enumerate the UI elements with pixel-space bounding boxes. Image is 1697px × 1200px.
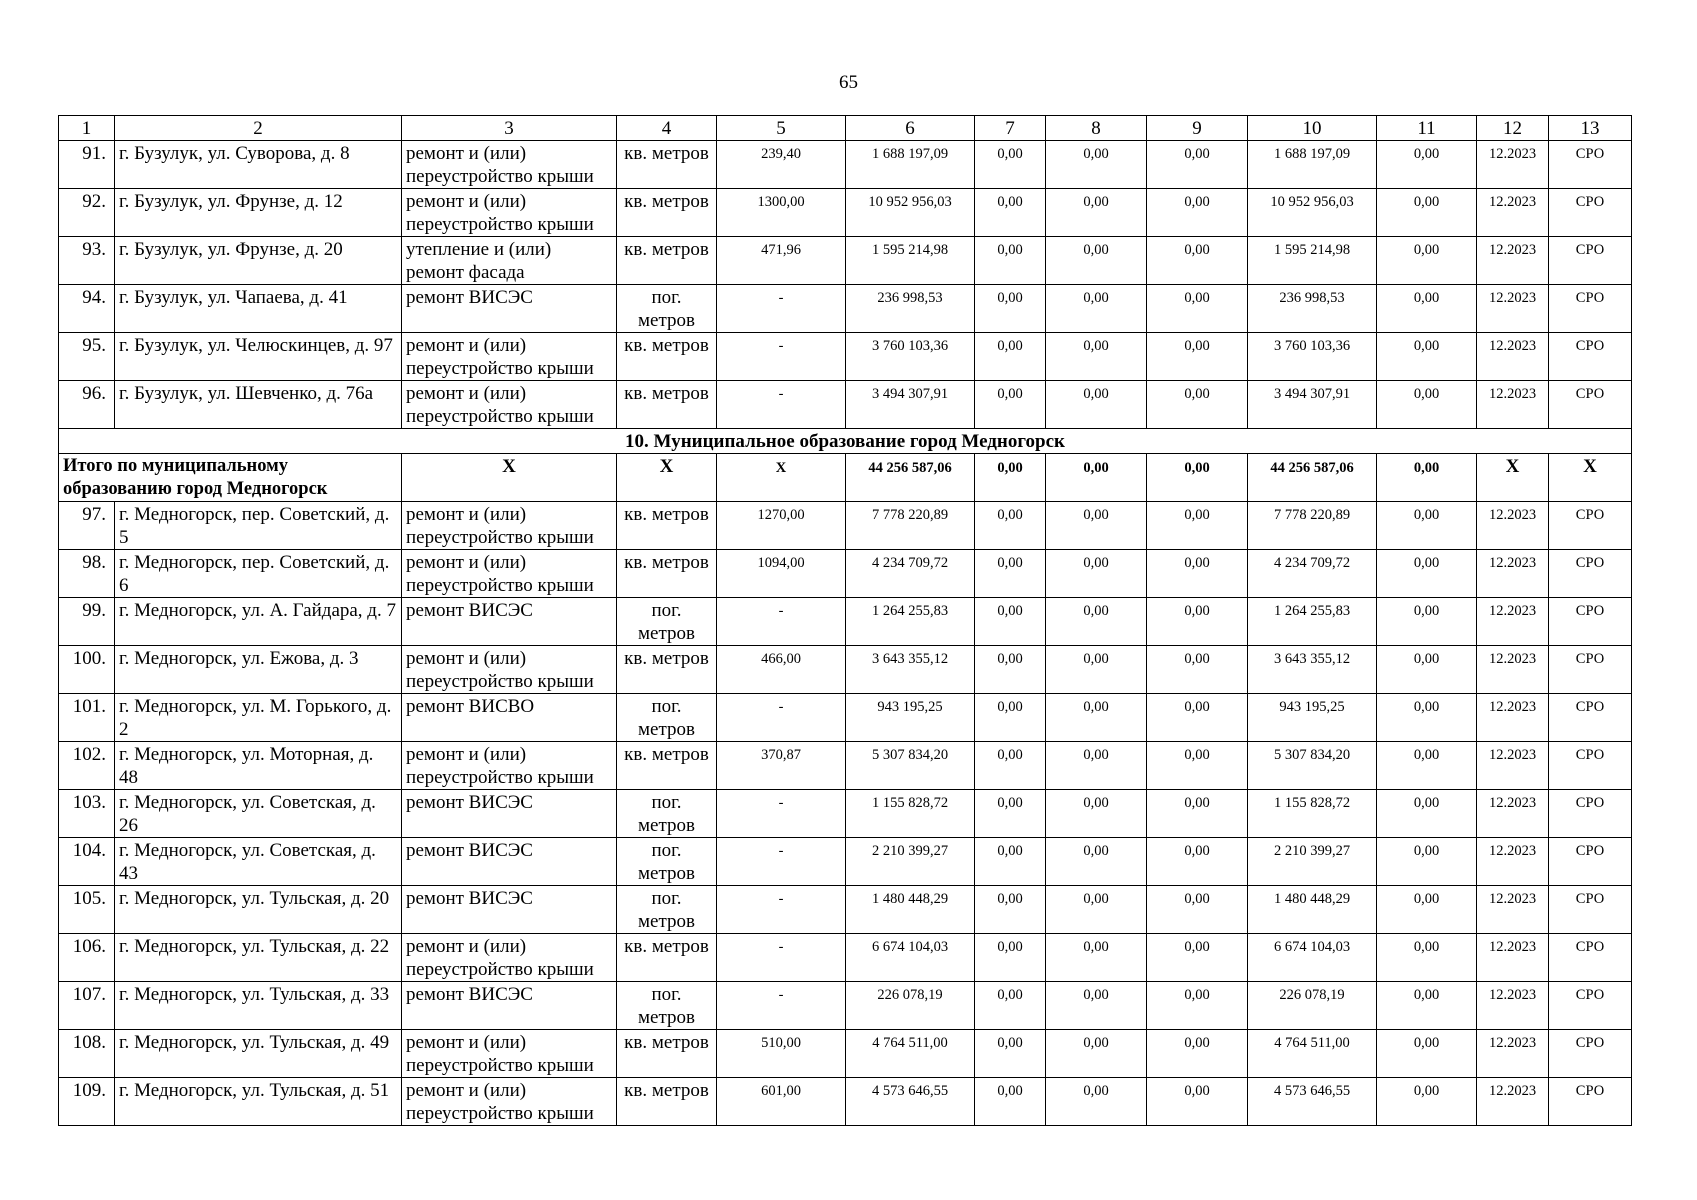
row-number: 103. <box>59 790 115 838</box>
cost-cell: 4 764 511,00 <box>1248 1030 1377 1078</box>
deadline-cell: 12.2023 <box>1477 838 1549 886</box>
cost-cell: 0,00 <box>975 598 1046 646</box>
column-number: 6 <box>846 116 975 141</box>
address-cell: г. Бузулук, ул. Шевченко, д. 76а <box>115 381 402 429</box>
table-row <box>59 189 1632 237</box>
column-number: 2 <box>115 116 402 141</box>
table-row <box>59 237 1632 285</box>
row-number: 95. <box>59 333 115 381</box>
cost-cell: 0,00 <box>1147 237 1248 285</box>
address-cell: г. Медногорск, ул. Тульская, д. 51 <box>115 1078 402 1126</box>
method-cell: СРО <box>1549 790 1632 838</box>
cost-cell: 0,00 <box>1377 237 1477 285</box>
row-number: 94. <box>59 285 115 333</box>
cost-cell: 1 264 255,83 <box>1248 598 1377 646</box>
cost-cell: 0,00 <box>1046 838 1147 886</box>
table-row <box>59 550 1632 598</box>
unit-cell: кв. метров <box>617 934 717 982</box>
table-row <box>59 285 1632 333</box>
total-cost-cell: 3 760 103,36 <box>846 333 975 381</box>
cost-cell: 0,00 <box>1377 694 1477 742</box>
section-row <box>59 429 1632 454</box>
method-cell: СРО <box>1549 502 1632 550</box>
unit-cell: кв. метров <box>617 646 717 694</box>
cost-cell: 0,00 <box>975 646 1046 694</box>
unit-cell: кв. метров <box>617 189 717 237</box>
table-row <box>59 333 1632 381</box>
quantity-cell: - <box>717 982 846 1030</box>
row-number: 99. <box>59 598 115 646</box>
cost-cell: 0,00 <box>1377 550 1477 598</box>
method-cell: СРО <box>1549 381 1632 429</box>
deadline-cell: 12.2023 <box>1477 646 1549 694</box>
deadline-cell: 12.2023 <box>1477 982 1549 1030</box>
cost-cell: 0,00 <box>975 237 1046 285</box>
deadline-cell: 12.2023 <box>1477 550 1549 598</box>
total-cost-cell: 7 778 220,89 <box>846 502 975 550</box>
row-number: 92. <box>59 189 115 237</box>
cost-cell: 0,00 <box>1046 982 1147 1030</box>
cost-cell: 0,00 <box>975 1078 1046 1126</box>
column-number: 9 <box>1147 116 1248 141</box>
address-cell: г. Медногорск, ул. Ежова, д. 3 <box>115 646 402 694</box>
cost-cell: 0,00 <box>1147 502 1248 550</box>
cost-cell: 0,00 <box>1046 502 1147 550</box>
total-cost-cell: 226 078,19 <box>846 982 975 1030</box>
address-cell: г. Медногорск, ул. Тульская, д. 22 <box>115 934 402 982</box>
work-type-cell: ремонт и (или) переустройство крыши <box>402 502 617 550</box>
total-cost-cell: 1 480 448,29 <box>846 886 975 934</box>
work-type-cell: ремонт ВИСЭС <box>402 838 617 886</box>
cost-cell: 0,00 <box>1377 790 1477 838</box>
unit-cell: пог. метров <box>617 790 717 838</box>
deadline-cell: 12.2023 <box>1477 742 1549 790</box>
work-type-cell: ремонт и (или) переустройство крыши <box>402 550 617 598</box>
total-cost-cell: 4 234 709,72 <box>846 550 975 598</box>
cost-cell: 1 155 828,72 <box>1248 790 1377 838</box>
deadline-cell: 12.2023 <box>1477 790 1549 838</box>
column-number: 7 <box>975 116 1046 141</box>
table-row <box>59 982 1632 1030</box>
row-number: 98. <box>59 550 115 598</box>
cost-cell: 0,00 <box>1046 141 1147 189</box>
cost-cell: 10 952 956,03 <box>1248 189 1377 237</box>
total-cost-cell: 4 573 646,55 <box>846 1078 975 1126</box>
cost-cell: 0,00 <box>975 189 1046 237</box>
work-type-cell: ремонт и (или) переустройство крыши <box>402 742 617 790</box>
unit-cell: пог. метров <box>617 982 717 1030</box>
deadline-cell: 12.2023 <box>1477 237 1549 285</box>
cost-cell: 0,00 <box>1046 646 1147 694</box>
table-row <box>59 1078 1632 1126</box>
row-number: 106. <box>59 934 115 982</box>
table-row <box>59 1030 1632 1078</box>
table-row <box>59 790 1632 838</box>
cost-cell: 0,00 <box>975 838 1046 886</box>
row-number: 97. <box>59 502 115 550</box>
total-cell: Х <box>717 454 846 502</box>
cost-cell: 0,00 <box>1377 141 1477 189</box>
cost-cell: 0,00 <box>1377 381 1477 429</box>
cost-cell: 0,00 <box>1046 237 1147 285</box>
address-cell: г. Бузулук, ул. Суворова, д. 8 <box>115 141 402 189</box>
unit-cell: кв. метров <box>617 333 717 381</box>
quantity-cell: 601,00 <box>717 1078 846 1126</box>
quantity-cell: - <box>717 333 846 381</box>
work-type-cell: ремонт и (или) переустройство крыши <box>402 189 617 237</box>
quantity-cell: 370,87 <box>717 742 846 790</box>
method-cell: СРО <box>1549 333 1632 381</box>
cost-cell: 0,00 <box>975 502 1046 550</box>
column-number: 13 <box>1549 116 1632 141</box>
cost-cell: 0,00 <box>1147 189 1248 237</box>
cost-cell: 0,00 <box>1377 285 1477 333</box>
work-type-cell: ремонт ВИСЭС <box>402 886 617 934</box>
total-cell: Х <box>617 454 717 502</box>
cost-cell: 0,00 <box>1147 982 1248 1030</box>
cost-cell: 0,00 <box>1377 934 1477 982</box>
unit-cell: кв. метров <box>617 237 717 285</box>
row-number: 105. <box>59 886 115 934</box>
cost-cell: 0,00 <box>1377 598 1477 646</box>
cost-cell: 2 210 399,27 <box>1248 838 1377 886</box>
unit-cell: кв. метров <box>617 1078 717 1126</box>
total-cost-cell: 1 155 828,72 <box>846 790 975 838</box>
quantity-cell: 510,00 <box>717 1030 846 1078</box>
table-row <box>59 598 1632 646</box>
quantity-cell: 1270,00 <box>717 502 846 550</box>
total-cell: 0,00 <box>1046 454 1147 502</box>
column-number: 3 <box>402 116 617 141</box>
cost-cell: 0,00 <box>1046 598 1147 646</box>
cost-cell: 0,00 <box>1147 1030 1248 1078</box>
total-cost-cell: 4 764 511,00 <box>846 1030 975 1078</box>
table-row <box>59 934 1632 982</box>
cost-cell: 0,00 <box>1046 189 1147 237</box>
cost-cell: 0,00 <box>1147 934 1248 982</box>
method-cell: СРО <box>1549 285 1632 333</box>
method-cell: СРО <box>1549 742 1632 790</box>
column-number-header <box>59 116 1632 141</box>
column-number: 12 <box>1477 116 1549 141</box>
address-cell: г. Медногорск, ул. А. Гайдара, д. 7 <box>115 598 402 646</box>
work-type-cell: ремонт ВИСЭС <box>402 285 617 333</box>
row-number: 109. <box>59 1078 115 1126</box>
work-type-cell: ремонт и (или) переустройство крыши <box>402 934 617 982</box>
deadline-cell: 12.2023 <box>1477 598 1549 646</box>
cost-cell: 7 778 220,89 <box>1248 502 1377 550</box>
table-row <box>59 742 1632 790</box>
unit-cell: кв. метров <box>617 742 717 790</box>
unit-cell: пог. метров <box>617 886 717 934</box>
address-cell: г. Бузулук, ул. Фрунзе, д. 12 <box>115 189 402 237</box>
cost-cell: 0,00 <box>1147 886 1248 934</box>
deadline-cell: 12.2023 <box>1477 333 1549 381</box>
cost-cell: 0,00 <box>1046 886 1147 934</box>
cost-cell: 0,00 <box>975 550 1046 598</box>
cost-cell: 0,00 <box>1046 285 1147 333</box>
unit-cell: пог. метров <box>617 838 717 886</box>
row-number: 104. <box>59 838 115 886</box>
row-number: 93. <box>59 237 115 285</box>
method-cell: СРО <box>1549 838 1632 886</box>
quantity-cell: - <box>717 694 846 742</box>
cost-cell: 1 595 214,98 <box>1248 237 1377 285</box>
quantity-cell: 1094,00 <box>717 550 846 598</box>
total-cell: 44 256 587,06 <box>1248 454 1377 502</box>
cost-cell: 0,00 <box>1377 1030 1477 1078</box>
capital-repair-table <box>58 115 1632 1126</box>
row-number: 101. <box>59 694 115 742</box>
total-cost-cell: 3 494 307,91 <box>846 381 975 429</box>
work-type-cell: ремонт и (или) переустройство крыши <box>402 1030 617 1078</box>
cost-cell: 3 643 355,12 <box>1248 646 1377 694</box>
deadline-cell: 12.2023 <box>1477 886 1549 934</box>
work-type-cell: ремонт ВИСЭС <box>402 790 617 838</box>
unit-cell: кв. метров <box>617 550 717 598</box>
method-cell: СРО <box>1549 982 1632 1030</box>
address-cell: г. Медногорск, ул. Тульская, д. 33 <box>115 982 402 1030</box>
cost-cell: 0,00 <box>1046 1078 1147 1126</box>
total-cost-cell: 6 674 104,03 <box>846 934 975 982</box>
cost-cell: 0,00 <box>1377 838 1477 886</box>
cost-cell: 0,00 <box>975 141 1046 189</box>
unit-cell: пог. метров <box>617 285 717 333</box>
cost-cell: 3 494 307,91 <box>1248 381 1377 429</box>
column-number: 8 <box>1046 116 1147 141</box>
work-type-cell: ремонт и (или) переустройство крыши <box>402 1078 617 1126</box>
cost-cell: 0,00 <box>975 886 1046 934</box>
deadline-cell: 12.2023 <box>1477 381 1549 429</box>
total-cost-cell: 1 264 255,83 <box>846 598 975 646</box>
quantity-cell: - <box>717 790 846 838</box>
total-cell: 44 256 587,06 <box>846 454 975 502</box>
cost-cell: 0,00 <box>1046 934 1147 982</box>
cost-cell: 5 307 834,20 <box>1248 742 1377 790</box>
total-cost-cell: 3 643 355,12 <box>846 646 975 694</box>
total-label: Итого по муниципальному образованию город Медногорск <box>59 454 402 502</box>
cost-cell: 4 234 709,72 <box>1248 550 1377 598</box>
address-cell: г. Медногорск, ул. М. Горького, д. 2 <box>115 694 402 742</box>
row-number: 108. <box>59 1030 115 1078</box>
total-cell: 0,00 <box>975 454 1046 502</box>
total-cost-cell: 2 210 399,27 <box>846 838 975 886</box>
method-cell: СРО <box>1549 1030 1632 1078</box>
cost-cell: 0,00 <box>1046 694 1147 742</box>
cost-cell: 0,00 <box>1147 1078 1248 1126</box>
quantity-cell: - <box>717 838 846 886</box>
total-cell: Х <box>1477 454 1549 502</box>
row-number: 100. <box>59 646 115 694</box>
quantity-cell: 1300,00 <box>717 189 846 237</box>
address-cell: г. Бузулук, ул. Чапаева, д. 41 <box>115 285 402 333</box>
table-row <box>59 646 1632 694</box>
cost-cell: 0,00 <box>1377 189 1477 237</box>
quantity-cell: - <box>717 381 846 429</box>
quantity-cell: 471,96 <box>717 237 846 285</box>
cost-cell: 0,00 <box>1377 646 1477 694</box>
cost-cell: 3 760 103,36 <box>1248 333 1377 381</box>
row-number: 107. <box>59 982 115 1030</box>
table-row <box>59 694 1632 742</box>
cost-cell: 0,00 <box>1147 598 1248 646</box>
column-number: 1 <box>59 116 115 141</box>
cost-cell: 0,00 <box>975 934 1046 982</box>
cost-cell: 1 480 448,29 <box>1248 886 1377 934</box>
work-type-cell: ремонт ВИСЭС <box>402 598 617 646</box>
cost-cell: 0,00 <box>1147 141 1248 189</box>
cost-cell: 0,00 <box>1147 381 1248 429</box>
deadline-cell: 12.2023 <box>1477 285 1549 333</box>
cost-cell: 0,00 <box>1147 285 1248 333</box>
unit-cell: кв. метров <box>617 141 717 189</box>
work-type-cell: ремонт и (или) переустройство крыши <box>402 141 617 189</box>
cost-cell: 0,00 <box>1046 550 1147 598</box>
cost-cell: 0,00 <box>1377 886 1477 934</box>
address-cell: г. Медногорск, ул. Тульская, д. 20 <box>115 886 402 934</box>
total-cost-cell: 943 195,25 <box>846 694 975 742</box>
work-type-cell: ремонт и (или) переустройство крыши <box>402 381 617 429</box>
table-row <box>59 838 1632 886</box>
deadline-cell: 12.2023 <box>1477 141 1549 189</box>
total-cost-cell: 10 952 956,03 <box>846 189 975 237</box>
section-title: 10. Муниципальное образование город Медногорск <box>59 429 1632 454</box>
cost-cell: 0,00 <box>975 381 1046 429</box>
column-number: 5 <box>717 116 846 141</box>
address-cell: г. Медногорск, ул. Моторная, д. 48 <box>115 742 402 790</box>
total-cost-cell: 1 595 214,98 <box>846 237 975 285</box>
deadline-cell: 12.2023 <box>1477 189 1549 237</box>
method-cell: СРО <box>1549 1078 1632 1126</box>
cost-cell: 0,00 <box>975 333 1046 381</box>
address-cell: г. Бузулук, ул. Фрунзе, д. 20 <box>115 237 402 285</box>
row-number: 102. <box>59 742 115 790</box>
work-type-cell: ремонт и (или) переустройство крыши <box>402 333 617 381</box>
method-cell: СРО <box>1549 934 1632 982</box>
quantity-cell: - <box>717 285 846 333</box>
cost-cell: 1 688 197,09 <box>1248 141 1377 189</box>
table-row <box>59 141 1632 189</box>
cost-cell: 0,00 <box>1147 742 1248 790</box>
quantity-cell: - <box>717 598 846 646</box>
cost-cell: 226 078,19 <box>1248 982 1377 1030</box>
quantity-cell: - <box>717 886 846 934</box>
cost-cell: 4 573 646,55 <box>1248 1078 1377 1126</box>
total-cell: Х <box>402 454 617 502</box>
page-number: 65 <box>839 72 858 93</box>
total-cost-cell: 1 688 197,09 <box>846 141 975 189</box>
method-cell: СРО <box>1549 189 1632 237</box>
cost-cell: 0,00 <box>1147 790 1248 838</box>
table-row <box>59 381 1632 429</box>
cost-cell: 0,00 <box>975 1030 1046 1078</box>
cost-cell: 0,00 <box>1377 982 1477 1030</box>
cost-cell: 0,00 <box>1377 1078 1477 1126</box>
unit-cell: кв. метров <box>617 502 717 550</box>
total-cell: 0,00 <box>1377 454 1477 502</box>
cost-cell: 0,00 <box>975 285 1046 333</box>
unit-cell: пог. метров <box>617 694 717 742</box>
cost-cell: 0,00 <box>1046 742 1147 790</box>
method-cell: СРО <box>1549 646 1632 694</box>
unit-cell: пог. метров <box>617 598 717 646</box>
total-cost-cell: 5 307 834,20 <box>846 742 975 790</box>
cost-cell: 6 674 104,03 <box>1248 934 1377 982</box>
total-row <box>59 454 1632 502</box>
rows-buzuluk <box>59 141 1632 429</box>
column-number: 11 <box>1377 116 1477 141</box>
total-cell: Х <box>1549 454 1632 502</box>
cost-cell: 0,00 <box>1046 381 1147 429</box>
cost-cell: 236 998,53 <box>1248 285 1377 333</box>
cost-cell: 0,00 <box>975 742 1046 790</box>
work-type-cell: ремонт ВИСЭС <box>402 982 617 1030</box>
address-cell: г. Медногорск, ул. Тульская, д. 49 <box>115 1030 402 1078</box>
unit-cell: кв. метров <box>617 1030 717 1078</box>
cost-cell: 0,00 <box>1147 550 1248 598</box>
deadline-cell: 12.2023 <box>1477 694 1549 742</box>
method-cell: СРО <box>1549 694 1632 742</box>
cost-cell: 0,00 <box>1147 333 1248 381</box>
row-number: 91. <box>59 141 115 189</box>
method-cell: СРО <box>1549 886 1632 934</box>
address-cell: г. Медногорск, пер. Советский, д. 6 <box>115 550 402 598</box>
cost-cell: 0,00 <box>1046 1030 1147 1078</box>
total-cell: 0,00 <box>1147 454 1248 502</box>
address-cell: г. Медногорск, ул. Советская, д. 26 <box>115 790 402 838</box>
row-number: 96. <box>59 381 115 429</box>
address-cell: г. Медногорск, ул. Советская, д. 43 <box>115 838 402 886</box>
cost-cell: 0,00 <box>975 694 1046 742</box>
cost-cell: 0,00 <box>1046 790 1147 838</box>
table-row <box>59 886 1632 934</box>
cost-cell: 0,00 <box>1147 646 1248 694</box>
work-type-cell: ремонт ВИСВО <box>402 694 617 742</box>
work-type-cell: ремонт и (или) переустройство крыши <box>402 646 617 694</box>
total-cost-cell: 236 998,53 <box>846 285 975 333</box>
cost-cell: 0,00 <box>1377 333 1477 381</box>
cost-cell: 0,00 <box>1147 694 1248 742</box>
cost-cell: 0,00 <box>975 790 1046 838</box>
work-type-cell: утепление и (или) ремонт фасада <box>402 237 617 285</box>
quantity-cell: 239,40 <box>717 141 846 189</box>
deadline-cell: 12.2023 <box>1477 934 1549 982</box>
cost-cell: 0,00 <box>975 982 1046 1030</box>
deadline-cell: 12.2023 <box>1477 502 1549 550</box>
address-cell: г. Медногорск, пер. Советский, д. 5 <box>115 502 402 550</box>
cost-cell: 943 195,25 <box>1248 694 1377 742</box>
cost-cell: 0,00 <box>1377 742 1477 790</box>
rows-mednogorsk <box>59 502 1632 1126</box>
quantity-cell: 466,00 <box>717 646 846 694</box>
method-cell: СРО <box>1549 141 1632 189</box>
cost-cell: 0,00 <box>1147 838 1248 886</box>
cost-cell: 0,00 <box>1377 502 1477 550</box>
method-cell: СРО <box>1549 550 1632 598</box>
method-cell: СРО <box>1549 237 1632 285</box>
column-number: 10 <box>1248 116 1377 141</box>
cost-cell: 0,00 <box>1046 333 1147 381</box>
quantity-cell: - <box>717 934 846 982</box>
column-number: 4 <box>617 116 717 141</box>
method-cell: СРО <box>1549 598 1632 646</box>
deadline-cell: 12.2023 <box>1477 1078 1549 1126</box>
address-cell: г. Бузулук, ул. Челюскинцев, д. 97 <box>115 333 402 381</box>
table-row <box>59 502 1632 550</box>
deadline-cell: 12.2023 <box>1477 1030 1549 1078</box>
unit-cell: кв. метров <box>617 381 717 429</box>
